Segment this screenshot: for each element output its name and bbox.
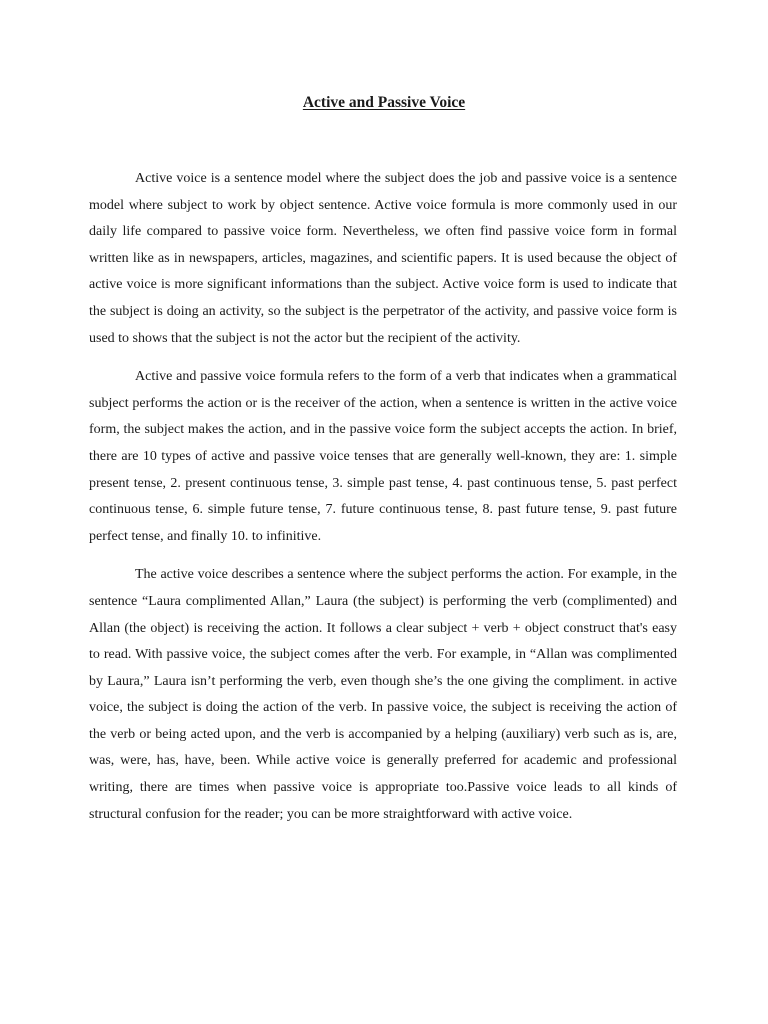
document-body [89,166,677,840]
paragraph-2: Active and passive voice formula refers to the form of a verb that indicates when a grammatical subject performs the action or is the receiver of the action, when a sentence is written in the active voice form, the subject makes the action, and in the passive voice form the subject accepts the action. In brief, there are 10 types of active and passive voice tenses that are generally well-known, they are: 1. simple present tense, 2. present continuous tense, 3. simple past tense, 4. past continuous tense, 5. past perfect continuous tense, 6. simple future tense, 7. future continuous tense, 8. past future tense, 9. past future perfect tense, and finally 10. to infinitive. [89,369,677,544]
document-title: Active and Passive Voice [302,94,466,111]
paragraph-1: Active voice is a sentence model where the subject does the job and passive voice is a sentence model where subject to work by object sentence. Active voice formula is more commonly used in our daily life compared to passive voice form. Nevertheless, we often find passive voice form in formal written like as in newspapers, articles, magazines, and scientific papers. It is used because the object of active voice is more significant informations than the subject. Active voice form is used to indicate that the subject is doing an activity, so the subject is the perpetrator of the activity, and passive voice form is used to shows that the subject is not the actor but the recipient of the activity. [89,171,677,346]
paragraph-3: The active voice describes a sentence where the subject performs the action. For example, in the sentence “Laura complimented Allan,” Laura (the subject) is performing the verb (complimented) and Allan (the object) is receiving the action. It follows a clear subject + verb + object construct that's easy to read. With passive voice, the subject comes after the verb. For example, in “Allan was complimented by Laura,” Laura isn’t performing the verb, even though she’s the one giving the compliment. in active voice, the subject is doing the action of the verb. In passive voice, the subject is receiving the action of the verb or being acted upon, and the verb is accompanied by a helping (auxiliary) verb such as is, are, was, were, has, have, been. While active voice is generally preferred for academic and professional writing, there are times when passive voice is appropriate too.Passive voice leads to all kinds of structural confusion for the reader; you can be more straightforward with active voice. [89,567,677,822]
